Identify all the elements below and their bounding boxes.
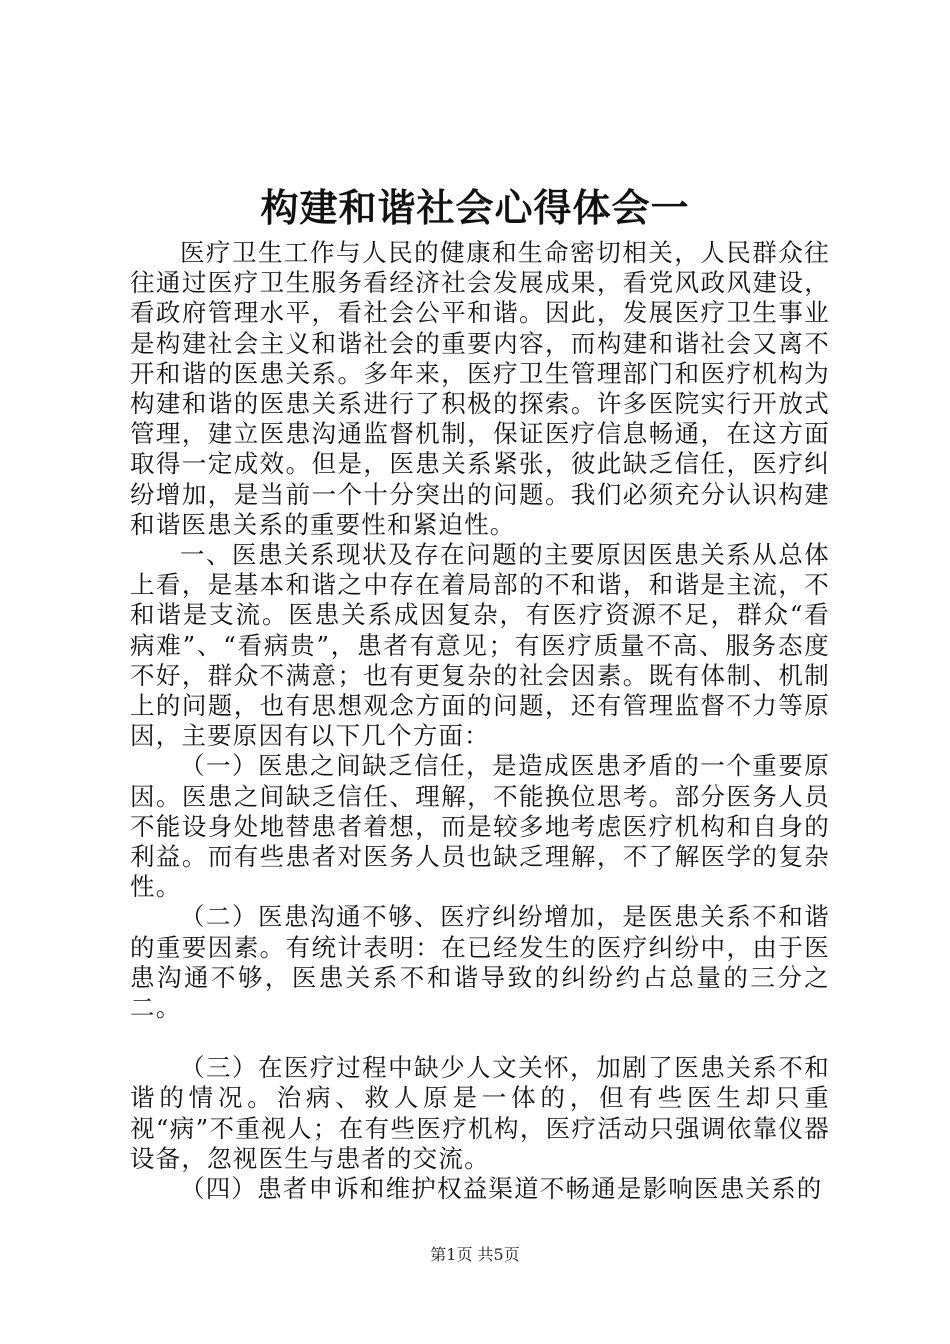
paragraph-section-1: 一、医患关系现状及存在问题的主要原因医患关系从总体上看，是基本和谐之中存在着局部的不和谐，和谐是主流，不和谐是支流。医患关系成因复杂，有医疗资源不足，群众“看病难”、“看病贵”，患者有意见；有医疗质量不高、服务态度不好，群众不满意；也有更复杂的社会因素。既有体制、机制上的问题，也有思想观念方面的问题，还有管理监督不力等原因，主要原因有以下几个方面： <box>130 540 830 751</box>
paragraph-item-3: （三）在医疗过程中缺少人文关怀，加剧了医患关系不和谐的情况。治病、救人原是一体的，但有些医生却只重视“病”不重视人；在有些医疗机构，医疗活动只强调依靠仪器设备，忽视医生与患者的交流。 <box>130 1053 830 1173</box>
document-body <box>130 238 830 1204</box>
paragraph-item-4: （四）患者申诉和维护权益渠道不畅通是影响医患关系的 <box>180 1174 823 1204</box>
document-title: 构建和谐社会心得体会一 <box>260 186 690 230</box>
paragraph-intro: 医疗卫生工作与人民的健康和生命密切相关，人民群众往往通过医疗卫生服务看经济社会发展成果，看党风政风建设，看政府管理水平，看社会公平和谐。因此，发展医疗卫生事业是构建社会主义和谐社会的重要内容，而构建和谐社会又离不开和谐的医患关系。多年来，医疗卫生管理部门和医疗机构为构建和谐的医患关系进行了积极的探索。许多医院实行开放式管理，建立医患沟通监督机制，保证医疗信息畅通，在这方面取得一定成效。但是，医患关系紧张，彼此缺乏信任，医疗纠纷增加，是当前一个十分突出的问题。我们必须充分认识构建和谐医患关系的重要性和紧迫性。 <box>130 238 830 539</box>
page-footer: 第1页 共5页 <box>430 1245 520 1264</box>
paragraph-item-2: （二）医患沟通不够、医疗纠纷增加，是医患关系不和谐的重要因素。有统计表明：在已经发生的医疗纠纷中，由于医患沟通不够，医患关系不和谐导致的纠纷约占总量的三分之二。 <box>130 902 830 1023</box>
paragraph-item-1: （一）医患之间缺乏信任，是造成医患矛盾的一个重要原因。医患之间缺乏信任、理解，不能换位思考。部分医务人员不能设身处地替患者着想，而是较多地考虑医疗机构和自身的利益。而有些患者对医务人员也缺乏理解，不了解医学的复杂性。 <box>130 751 830 902</box>
